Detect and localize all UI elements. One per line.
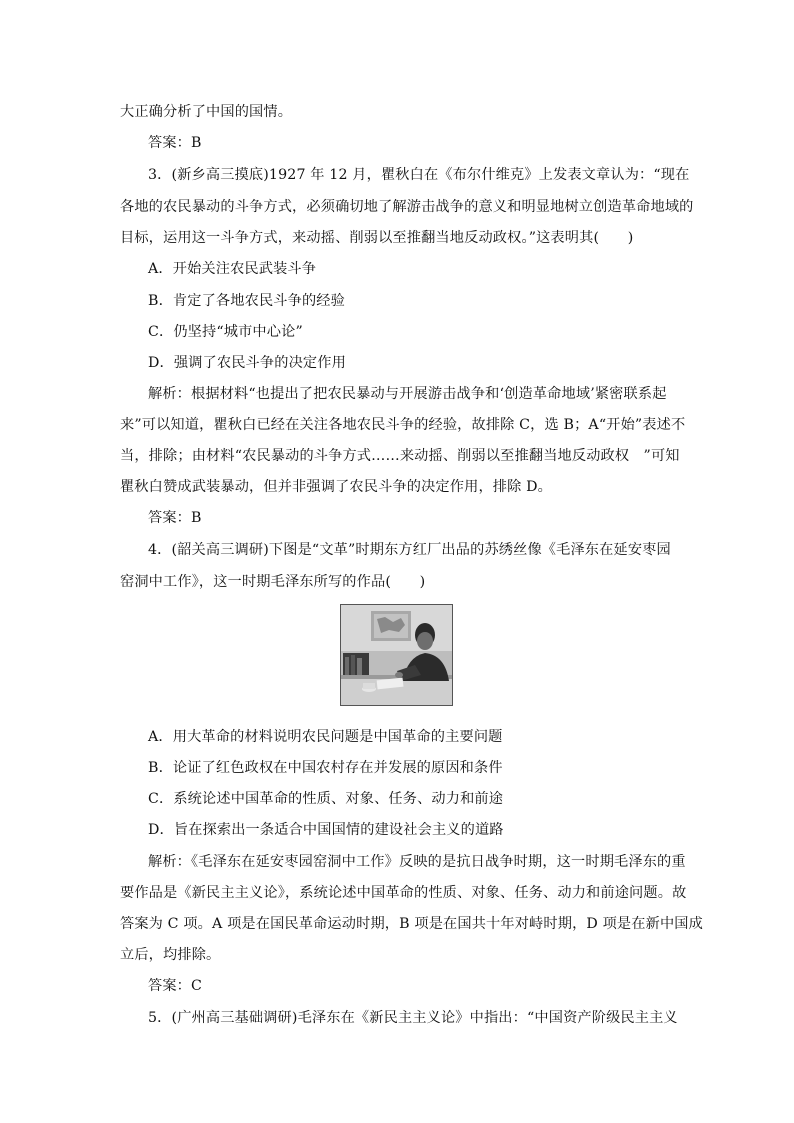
- question-4-analysis: 答案为 C 项。A 项是在国民革命运动时期，B 项是在国共十年对峙时期，D 项是在新中国成: [120, 916, 703, 932]
- question-4-option-c: C．系统论述中国革命的性质、对象、任务、动力和前途: [148, 791, 504, 807]
- question-3-option-b: B．肯定了各地农民斗争的经验: [148, 293, 345, 309]
- question-4-stem: 4．(韶关高三调研)下图是“文革”时期东方红厂出品的苏绣丝像《毛泽东在延安枣园: [148, 542, 671, 558]
- question-3-option-d: D．强调了农民斗争的决定作用: [148, 355, 346, 371]
- answer-line: 答案：B: [148, 135, 202, 151]
- question-4-analysis: 立后，均排除。: [120, 947, 221, 963]
- question-5-stem: 5．(广州高三基础调研)毛泽东在《新民主主义论》中指出：“中国资产阶级民主主义: [148, 1010, 678, 1026]
- question-4-option-a: A．用大革命的材料说明农民问题是中国革命的主要问题: [148, 729, 503, 745]
- question-4-analysis: 要作品是《新民主主义论》，系统论述中国革命的性质、对象、任务、动力和前途问题。故: [120, 885, 687, 901]
- question-3-stem: 各地的农民暴动的斗争方式，必须确切地了解游击战争的意义和明显地树立创造革命地域的: [120, 199, 694, 215]
- question-3-analysis: 瞿秋白赞成武装暴动，但并非强调了农民斗争的决定作用，排除 D。: [120, 479, 552, 495]
- mao-portrait-photo: [340, 604, 453, 706]
- question-4-analysis: 解析：《毛泽东在延安枣园窑洞中工作》反映的是抗日战争时期，这一时期毛泽东的重: [148, 854, 686, 870]
- question-3-answer: 答案：B: [148, 510, 202, 526]
- question-3-analysis: 当，排除；由材料“农民暴动的斗争方式……来动摇、削弱以至推翻当地反动政权 ”可知: [120, 448, 680, 464]
- text-line: 大正确分析了中国的国情。: [120, 104, 293, 120]
- question-4-option-d: D．旨在探索出一条适合中国国情的建设社会主义的道路: [148, 822, 504, 838]
- question-3-analysis: 来”可以知道，瞿秋白已经在关注各地农民斗争的经验，故排除 C，选 B；A“开始”表述不: [120, 417, 686, 433]
- question-3-option-a: A．开始关注农民武装斗争: [148, 261, 317, 277]
- question-3-stem: 3．(新乡高三摸底)1927 年 12 月，瞿秋白在《布尔什维克》上发表文章认为：“现在: [148, 167, 690, 183]
- question-3-analysis: 解析：根据材料“也提出了把农民暴动与开展游击战争和‘创造革命地域’紧密联系起: [148, 386, 667, 402]
- question-3-stem: 目标，运用这一斗争方式，来动摇、削弱以至推翻当地反动政权。”这表明其( ): [120, 230, 634, 246]
- question-4-stem: 窑洞中工作》，这一时期毛泽东所写的作品( ): [120, 574, 426, 590]
- question-4-option-b: B．论证了红色政权在中国农村存在并发展的原因和条件: [148, 760, 503, 776]
- question-3-option-c: C．仍坚持“城市中心论”: [148, 324, 303, 340]
- question-4-answer: 答案：C: [148, 978, 203, 994]
